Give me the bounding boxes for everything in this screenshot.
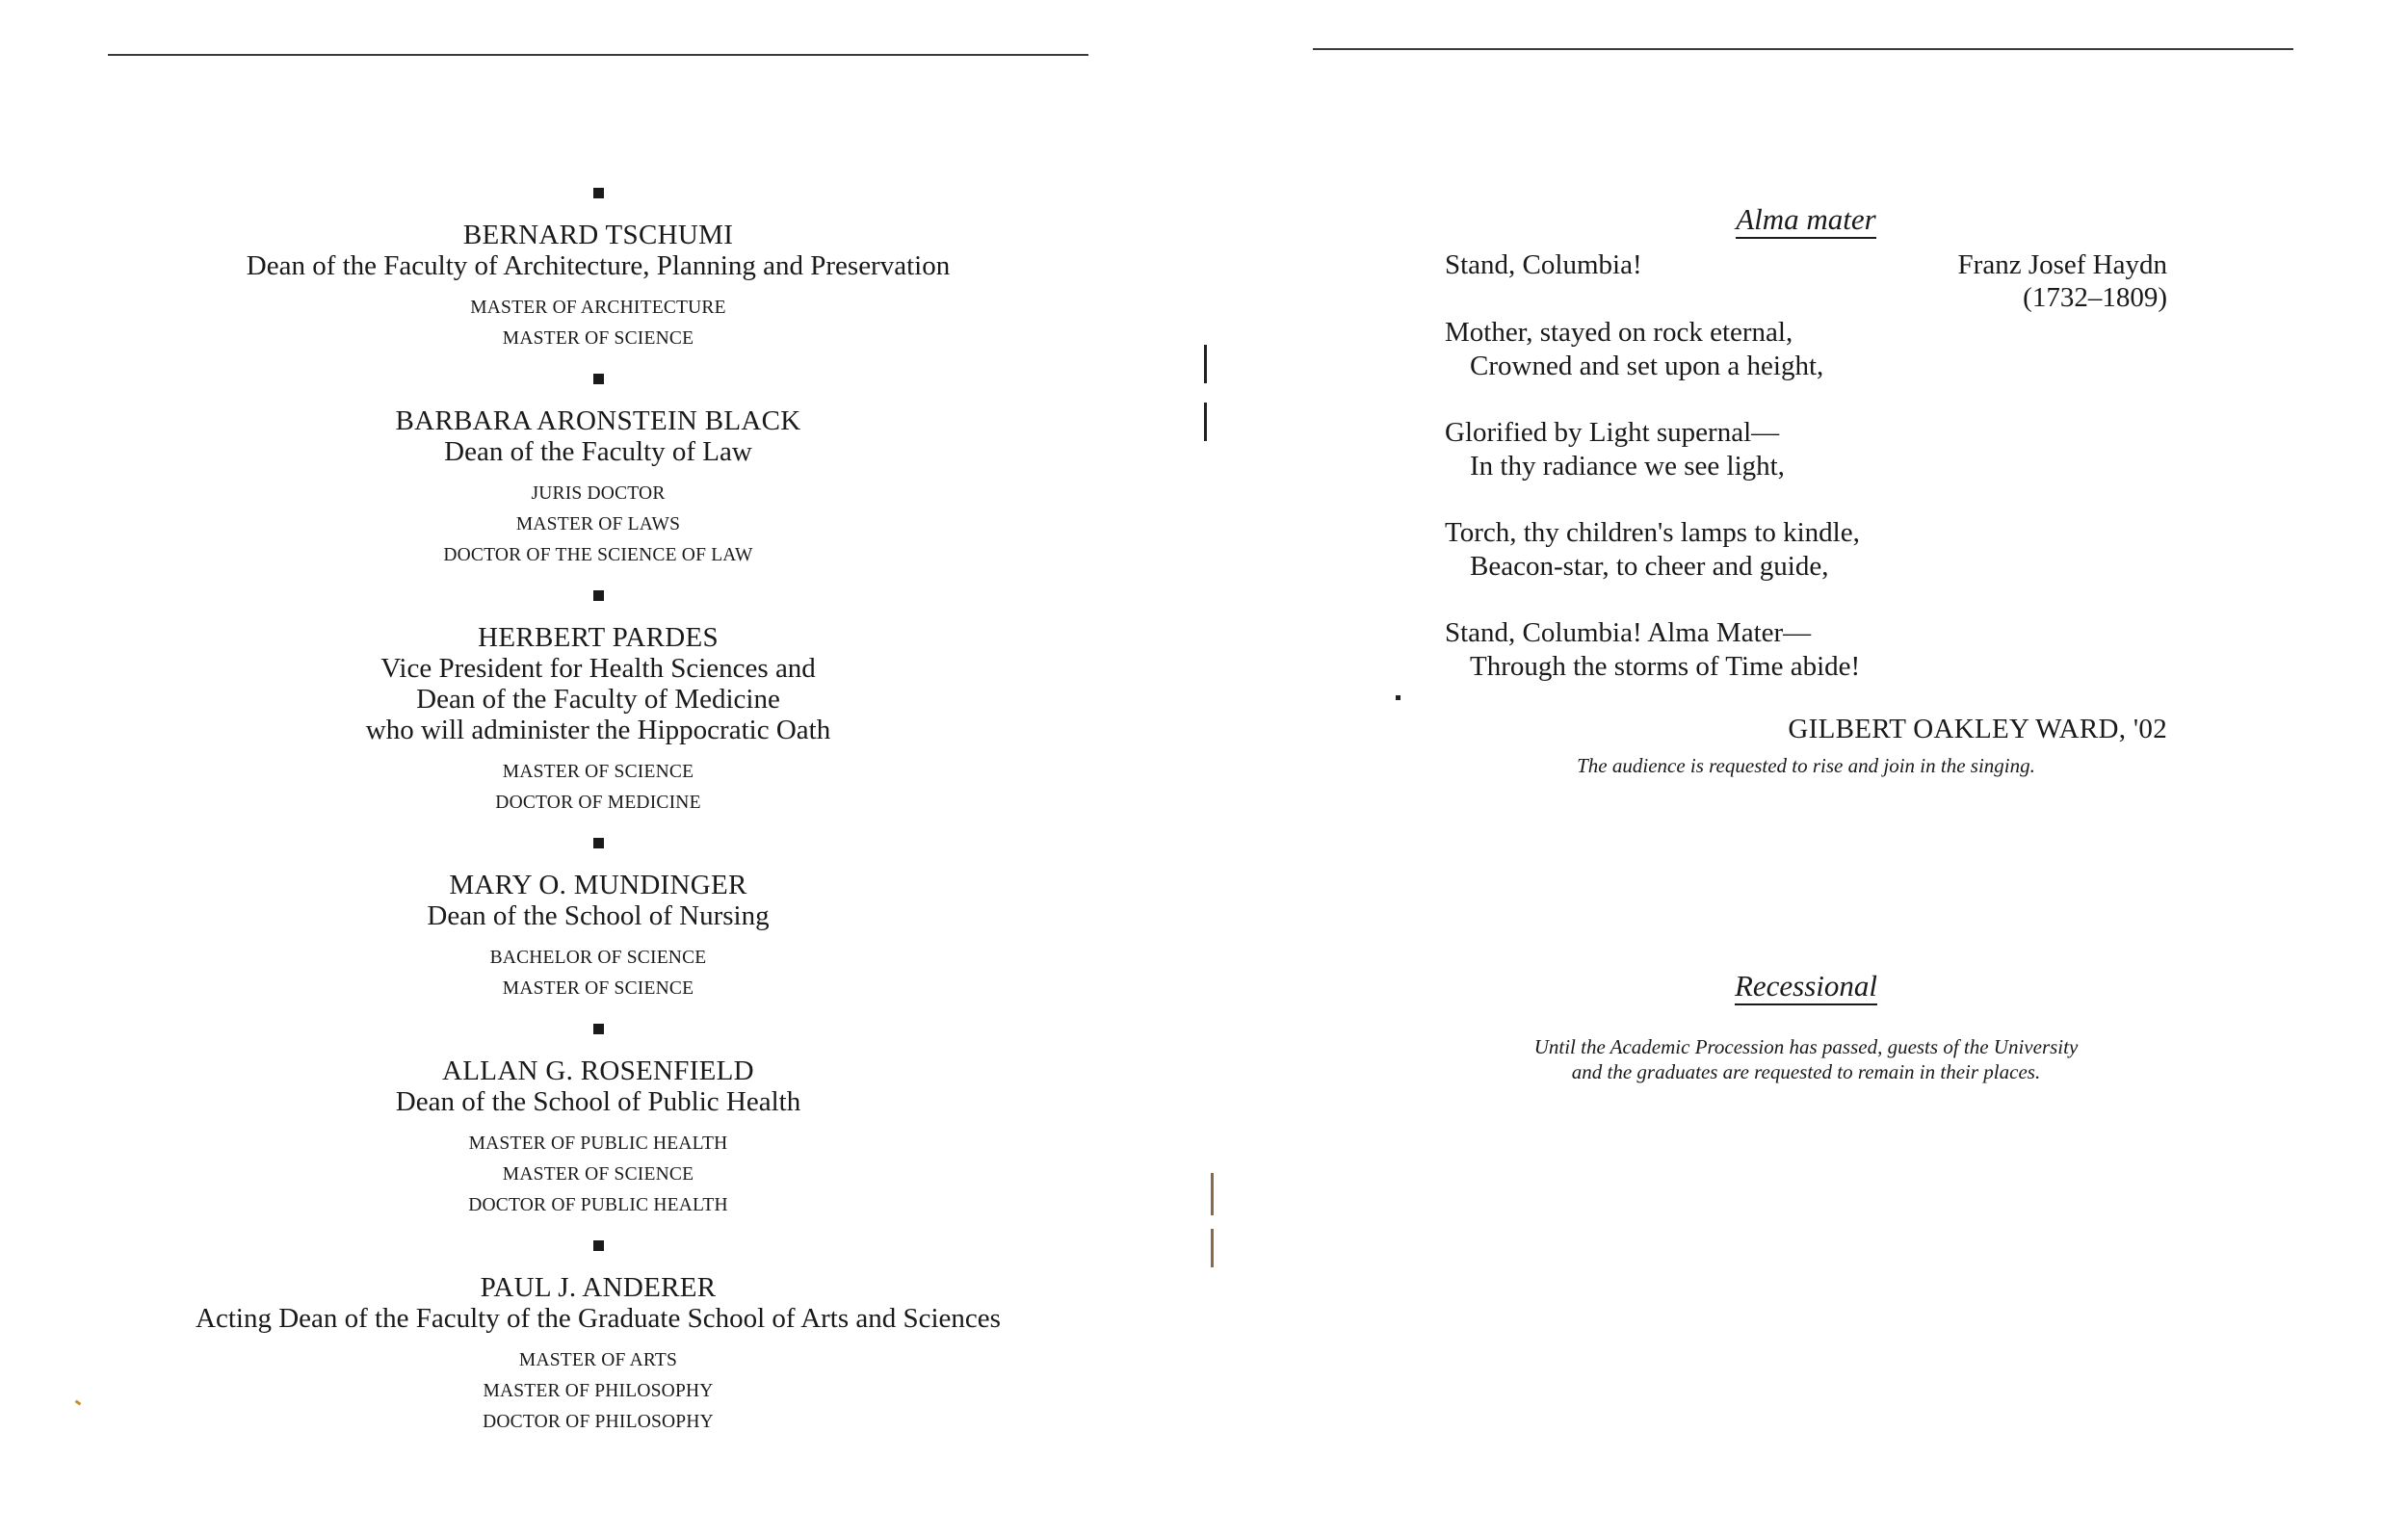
square-bullet-icon bbox=[593, 590, 604, 601]
recessional-note bbox=[1445, 1034, 2167, 1084]
left-page bbox=[108, 188, 1088, 1457]
verse-line: Crowned and set upon a height, bbox=[1470, 351, 1824, 381]
verse-line: Beacon-star, to cheer and guide, bbox=[1470, 551, 1829, 582]
degree-item: MASTER OF ARTS bbox=[518, 1350, 678, 1370]
degree-list bbox=[108, 757, 1088, 819]
dean-title: Dean of the School of Nursing bbox=[427, 900, 770, 931]
square-bullet-icon bbox=[593, 838, 604, 848]
dean-name: MARY O. MUNDINGER bbox=[449, 870, 747, 900]
scan-speck bbox=[75, 1400, 82, 1406]
binding-mark bbox=[1211, 1229, 1214, 1267]
dean-title: Acting Dean of the Faculty of the Graduate School of Arts and Sciences bbox=[196, 1303, 1001, 1334]
dean-title: Vice President for Health Sciences and bbox=[380, 653, 816, 684]
dean-block bbox=[108, 188, 1088, 354]
recessional-note-line: and the graduates are requested to remain in their places. bbox=[1571, 1060, 2041, 1083]
degree-item: MASTER OF PHILOSOPHY bbox=[483, 1381, 714, 1401]
dean-block bbox=[108, 374, 1088, 571]
dean-name: PAUL J. ANDERER bbox=[480, 1272, 717, 1303]
degree-item: MASTER OF LAWS bbox=[515, 514, 681, 534]
degree-list bbox=[108, 1345, 1088, 1438]
alma-mater-heading bbox=[1445, 200, 2167, 239]
hymn-header bbox=[1445, 248, 2167, 312]
alma-mater-heading-text: Alma mater bbox=[1736, 202, 1876, 239]
square-bullet-icon bbox=[593, 1024, 604, 1034]
hymn-stanza bbox=[1445, 316, 2167, 383]
degree-item: BACHELOR OF SCIENCE bbox=[489, 948, 707, 968]
degree-list bbox=[108, 293, 1088, 354]
hymn-stanza bbox=[1445, 416, 2167, 483]
degree-item: DOCTOR OF PHILOSOPHY bbox=[483, 1412, 714, 1432]
degree-item: MASTER OF SCIENCE bbox=[502, 978, 694, 999]
degree-item: MASTER OF SCIENCE bbox=[502, 328, 694, 349]
top-rule-left bbox=[108, 54, 1088, 56]
hymn-stanza bbox=[1445, 516, 2167, 584]
dean-title: Dean of the Faculty of Law bbox=[444, 436, 752, 467]
degree-list bbox=[108, 1129, 1088, 1221]
dean-title: Dean of the Faculty of Medicine bbox=[416, 684, 780, 715]
degree-item: MASTER OF SCIENCE bbox=[502, 1164, 694, 1185]
degree-list bbox=[108, 943, 1088, 1004]
binding-mark bbox=[1204, 403, 1207, 441]
right-page bbox=[1445, 200, 2167, 1084]
audience-note: The audience is requested to rise and join in the singing. bbox=[1577, 754, 2035, 777]
dean-title: who will administer the Hippocratic Oath bbox=[365, 715, 831, 745]
verse-line: Through the storms of Time abide! bbox=[1470, 651, 1861, 682]
composer-dates: (1732–1809) bbox=[2023, 282, 2167, 313]
binding-mark bbox=[1204, 345, 1207, 383]
recessional-heading bbox=[1445, 967, 2167, 1005]
square-bullet-icon bbox=[593, 374, 604, 384]
dean-block bbox=[108, 1240, 1088, 1438]
dean-name: BERNARD TSCHUMI bbox=[462, 220, 734, 250]
verse-line: Mother, stayed on rock eternal, bbox=[1445, 317, 1793, 348]
composer-credit bbox=[1958, 248, 2167, 314]
recessional-note-line: Until the Academic Procession has passed, guests of the University bbox=[1533, 1035, 2079, 1058]
recessional-heading-text: Recessional bbox=[1735, 969, 1877, 1005]
scan-speck bbox=[1396, 695, 1400, 700]
verse-line: Torch, thy children's lamps to kindle, bbox=[1445, 517, 1860, 548]
dean-name: HERBERT PARDES bbox=[478, 622, 719, 653]
verse-line: Stand, Columbia! Alma Mater— bbox=[1445, 617, 1812, 648]
degree-item: MASTER OF SCIENCE bbox=[502, 762, 694, 782]
dean-name: ALLAN G. ROSENFIELD bbox=[442, 1055, 754, 1086]
hymn-stanza bbox=[1445, 616, 2167, 684]
composer-name: Franz Josef Haydn bbox=[1957, 249, 2167, 280]
dean-title: Dean of the Faculty of Architecture, Planning and Preservation bbox=[246, 250, 951, 281]
lyricist-credit: GILBERT OAKLEY WARD, '02 bbox=[1788, 714, 2167, 744]
verse-line: In thy radiance we see light, bbox=[1470, 451, 1785, 482]
degree-item: DOCTOR OF MEDICINE bbox=[495, 793, 701, 813]
degree-list bbox=[108, 479, 1088, 571]
dean-block bbox=[108, 1024, 1088, 1221]
hymn-first-line: Stand, Columbia! bbox=[1445, 249, 1642, 280]
verse-line: Glorified by Light supernal— bbox=[1445, 417, 1780, 448]
binding-mark bbox=[1211, 1173, 1214, 1215]
square-bullet-icon bbox=[593, 1240, 604, 1251]
dean-block bbox=[108, 838, 1088, 1004]
dean-block bbox=[108, 590, 1088, 819]
dean-title: Dean of the School of Public Health bbox=[395, 1086, 801, 1117]
square-bullet-icon bbox=[593, 188, 604, 198]
degree-item: DOCTOR OF THE SCIENCE OF LAW bbox=[443, 545, 753, 565]
top-rule-right bbox=[1313, 48, 2293, 50]
degree-item: JURIS DOCTOR bbox=[531, 483, 666, 504]
dean-name: BARBARA ARONSTEIN BLACK bbox=[395, 405, 801, 436]
degree-item: DOCTOR OF PUBLIC HEALTH bbox=[468, 1195, 728, 1215]
degree-item: MASTER OF ARCHITECTURE bbox=[470, 298, 726, 318]
degree-item: MASTER OF PUBLIC HEALTH bbox=[468, 1133, 728, 1154]
